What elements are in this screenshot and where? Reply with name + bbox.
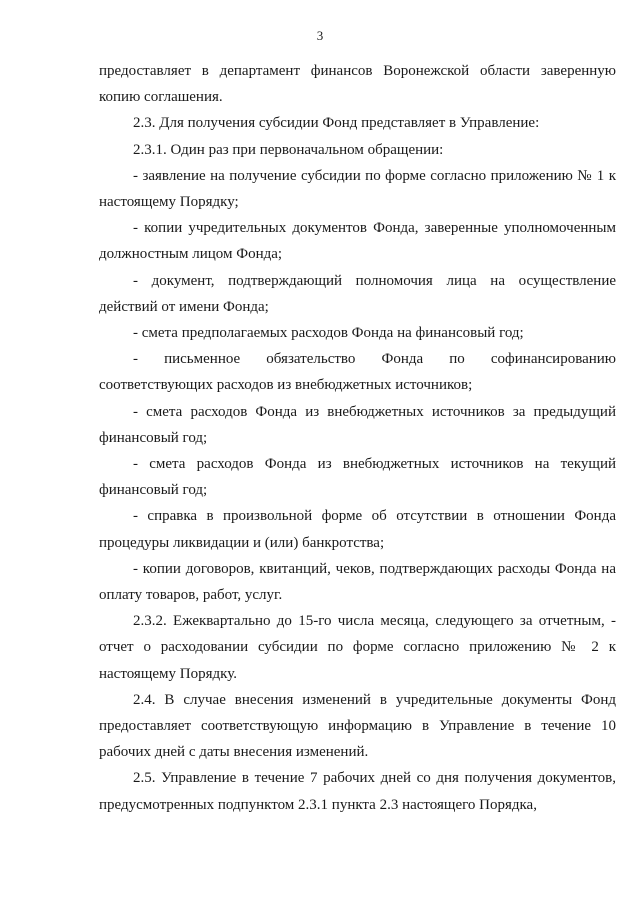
paragraph: 2.4. В случае внесения изменений в учредительные документы Фонд предоставляет соответствующую информацию в Управление в течение 10 рабочих дней с даты внесения изменений. [99, 691, 616, 761]
page-number: 3 [316, 28, 324, 43]
paragraph: 2.3.2. Ежеквартально до 15-го числа месяца, следующего за отчетным, - отчет о расходовании субсидии по форме согласно приложению № 2 к настоящему Порядку. [99, 613, 616, 682]
list-item: - документ, подтверждающий полномочия лица на осуществление действий от имени Фонда; [99, 272, 616, 315]
list-item: - справка в произвольной форме об отсутствии в отношении Фонда процедуры ликвидации и (или) банкротства; [99, 508, 616, 551]
list-item: - смета расходов Фонда из внебюджетных источников за предыдущий финансовый год; [99, 403, 616, 446]
list-item: - копии договоров, квитанций, чеков, подтверждающих расходы Фонда на оплату товаров, работ, услуг. [99, 560, 616, 604]
paragraph: 2.3. Для получения субсидии Фонд представляет в Управление: [133, 115, 540, 132]
document-body [99, 58, 616, 818]
list-item: - письменное обязательство Фонда по софинансированию соответствующих расходов из внебюджетных источников; [99, 351, 616, 394]
paragraph: 2.5. Управление в течение 7 рабочих дней со дня получения документов, предусмотренных подпунктом 2.3.1 пункта 2.3 настоящего Порядка, [99, 770, 616, 813]
list-item: - заявление на получение субсидии по форме согласно приложению № 1 к настоящему Порядку; [99, 167, 616, 211]
list-item: - смета предполагаемых расходов Фонда на финансовый год; [133, 325, 524, 342]
paragraph: 2.3.1. Один раз при первоначальном обращении: [133, 141, 444, 158]
list-item: - смета расходов Фонда из внебюджетных источников на текущий финансовый год; [99, 456, 616, 499]
paragraph: предоставляет в департамент финансов Воронежской области заверенную копию соглашения. [99, 63, 616, 106]
list-item: - копии учредительных документов Фонда, заверенные уполномоченным должностным лицом Фонда; [99, 220, 616, 263]
